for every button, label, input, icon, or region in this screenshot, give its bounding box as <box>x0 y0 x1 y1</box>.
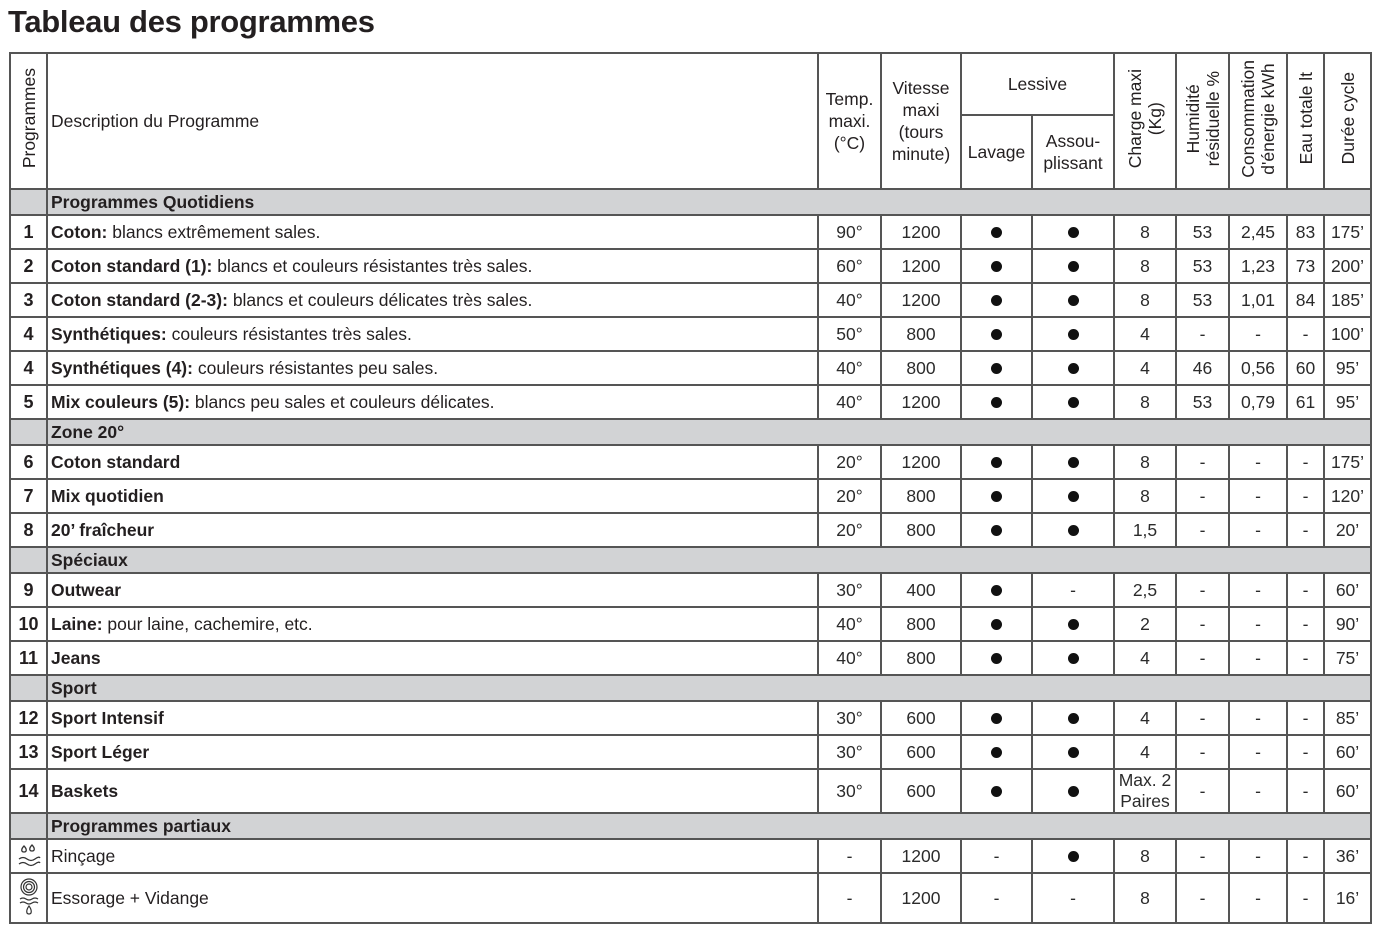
humidite-cell: - <box>1176 641 1229 675</box>
speed-cell: 400 <box>881 573 961 607</box>
dot-icon <box>1068 786 1079 797</box>
eau-cell: 61 <box>1287 385 1324 419</box>
duree-cell: 185’ <box>1324 283 1371 317</box>
charge-cell: 8 <box>1114 445 1176 479</box>
temp-cell: 30° <box>818 573 881 607</box>
program-description <box>47 839 818 873</box>
program-description <box>47 479 818 513</box>
energie-cell: 0,56 <box>1229 351 1287 385</box>
temp-cell: 90° <box>818 215 881 249</box>
dot-icon <box>1068 227 1079 238</box>
temp-cell: 40° <box>818 641 881 675</box>
table-row <box>10 249 1371 283</box>
program-name: Sport Intensif <box>51 707 164 728</box>
table-row <box>10 513 1371 547</box>
energie-cell: - <box>1229 607 1287 641</box>
program-description <box>47 283 818 317</box>
section-header-row <box>10 547 1371 573</box>
speed-cell: 1200 <box>881 283 961 317</box>
assouplissant-cell <box>1032 513 1114 547</box>
assouplissant-cell <box>1032 445 1114 479</box>
program-number: 11 <box>10 641 47 675</box>
dot-icon <box>1068 397 1079 408</box>
lavage-cell <box>961 215 1032 249</box>
eau-cell: - <box>1287 479 1324 513</box>
eau-cell: - <box>1287 701 1324 735</box>
charge-cell: 1,5 <box>1114 513 1176 547</box>
duree-cell: 95’ <box>1324 351 1371 385</box>
program-description <box>47 445 818 479</box>
dot-icon <box>1068 329 1079 340</box>
lavage-cell <box>961 351 1032 385</box>
temp-cell: 40° <box>818 283 881 317</box>
energie-cell: - <box>1229 445 1287 479</box>
table-row <box>10 769 1371 813</box>
dot-icon <box>1068 713 1079 724</box>
program-number: 7 <box>10 479 47 513</box>
lavage-cell <box>961 701 1032 735</box>
dot-icon <box>1068 261 1079 272</box>
dot-icon <box>1068 457 1079 468</box>
energie-cell: - <box>1229 769 1287 813</box>
energie-cell: - <box>1229 479 1287 513</box>
charge-cell: 8 <box>1114 479 1176 513</box>
dot-icon <box>991 261 1002 272</box>
section-header-row <box>10 189 1371 215</box>
assouplissant-cell <box>1032 351 1114 385</box>
dot-icon <box>1068 619 1079 630</box>
energie-cell: - <box>1229 873 1287 923</box>
table-row <box>10 735 1371 769</box>
program-number: 8 <box>10 513 47 547</box>
temp-cell: 40° <box>818 607 881 641</box>
humidite-cell: - <box>1176 735 1229 769</box>
table-row <box>10 701 1371 735</box>
charge-cell: 4 <box>1114 317 1176 351</box>
duree-cell: 200’ <box>1324 249 1371 283</box>
assouplissant-cell <box>1032 607 1114 641</box>
program-name: Sport Léger <box>51 741 150 762</box>
header-lavage: Lavage <box>961 115 1032 189</box>
dot-icon <box>991 397 1002 408</box>
program-detail: blancs peu sales et couleurs délicates. <box>190 391 495 412</box>
duree-cell: 20’ <box>1324 513 1371 547</box>
energie-cell: - <box>1229 839 1287 873</box>
program-description <box>47 317 818 351</box>
program-name: Coton standard <box>51 451 181 472</box>
assouplissant-cell <box>1032 385 1114 419</box>
header-duree: Durée cycle <box>1324 53 1371 189</box>
charge-cell: 8 <box>1114 283 1176 317</box>
dot-icon <box>991 585 1002 596</box>
charge-cell: 8 <box>1114 839 1176 873</box>
dot-icon <box>1068 653 1079 664</box>
programs-table <box>9 52 1372 924</box>
program-number: 12 <box>10 701 47 735</box>
program-description <box>47 735 818 769</box>
section-label: Spéciaux <box>47 547 1371 573</box>
program-number: 13 <box>10 735 47 769</box>
program-name: 20’ fraîcheur <box>51 519 155 540</box>
table-row <box>10 607 1371 641</box>
assouplissant-cell <box>1032 249 1114 283</box>
section-header-row <box>10 813 1371 839</box>
rinse-icon <box>10 839 47 873</box>
energie-cell: - <box>1229 573 1287 607</box>
dot-icon <box>1068 525 1079 536</box>
table-row <box>10 283 1371 317</box>
header-programmes: Programmes <box>10 53 47 189</box>
section-label: Programmes partiaux <box>47 813 1371 839</box>
humidite-cell: 53 <box>1176 249 1229 283</box>
dot-icon <box>991 713 1002 724</box>
table-row <box>10 573 1371 607</box>
program-detail: couleurs résistantes peu sales. <box>192 357 439 378</box>
program-detail: blancs extrêmement sales. <box>107 221 321 242</box>
header-lessive: Lessive <box>961 53 1114 115</box>
program-detail: pour laine, cachemire, etc. <box>102 613 313 634</box>
temp-cell: 60° <box>818 249 881 283</box>
energie-cell: - <box>1229 317 1287 351</box>
eau-cell: - <box>1287 873 1324 923</box>
program-name: Coton: <box>51 221 108 242</box>
duree-cell: 16’ <box>1324 873 1371 923</box>
program-number: 3 <box>10 283 47 317</box>
humidite-cell: 53 <box>1176 215 1229 249</box>
charge-cell: 4 <box>1114 735 1176 769</box>
dot-icon <box>991 786 1002 797</box>
charge-cell: 8 <box>1114 873 1176 923</box>
eau-cell: 60 <box>1287 351 1324 385</box>
dot-icon <box>991 619 1002 630</box>
program-number: 5 <box>10 385 47 419</box>
duree-cell: 60’ <box>1324 735 1371 769</box>
dot-icon <box>1068 295 1079 306</box>
section-label: Programmes Quotidiens <box>47 189 1371 215</box>
speed-cell: 1200 <box>881 839 961 873</box>
program-number: 9 <box>10 573 47 607</box>
temp-cell: - <box>818 873 881 923</box>
humidite-cell: - <box>1176 701 1229 735</box>
speed-cell: 800 <box>881 641 961 675</box>
temp-cell: 30° <box>818 701 881 735</box>
header-consommation: Consommation d'énergie kWh <box>1229 53 1287 189</box>
program-name: Synthétiques (4): <box>51 357 193 378</box>
lavage-cell <box>961 769 1032 813</box>
lavage-cell <box>961 249 1032 283</box>
assouplissant-cell <box>1032 215 1114 249</box>
assouplissant-cell: - <box>1032 573 1114 607</box>
eau-cell: - <box>1287 641 1324 675</box>
charge-cell: 8 <box>1114 215 1176 249</box>
dot-icon <box>991 747 1002 758</box>
lavage-cell <box>961 385 1032 419</box>
dot-icon <box>991 653 1002 664</box>
header-charge: Charge maxi (Kg) <box>1114 53 1176 189</box>
lavage-cell <box>961 513 1032 547</box>
duree-cell: 100’ <box>1324 317 1371 351</box>
charge-cell: 2,5 <box>1114 573 1176 607</box>
humidite-cell: - <box>1176 769 1229 813</box>
spin-drain-icon <box>10 873 47 923</box>
table-row <box>10 839 1371 873</box>
program-detail: blancs et couleurs résistantes très sales. <box>212 255 533 276</box>
program-number: 4 <box>10 317 47 351</box>
eau-cell: - <box>1287 607 1324 641</box>
table-row <box>10 641 1371 675</box>
program-number: 6 <box>10 445 47 479</box>
assouplissant-cell <box>1032 641 1114 675</box>
humidite-cell: - <box>1176 445 1229 479</box>
table-row <box>10 215 1371 249</box>
dot-icon <box>991 363 1002 374</box>
duree-cell: 175’ <box>1324 215 1371 249</box>
temp-cell: 30° <box>818 769 881 813</box>
temp-cell: 20° <box>818 445 881 479</box>
section-header-row <box>10 419 1371 445</box>
program-detail: couleurs résistantes très sales. <box>166 323 412 344</box>
program-description <box>47 769 818 813</box>
speed-cell: 800 <box>881 317 961 351</box>
eau-cell: 84 <box>1287 283 1324 317</box>
header-eau: Eau totale lt <box>1287 53 1324 189</box>
table-row <box>10 317 1371 351</box>
speed-cell: 800 <box>881 513 961 547</box>
dot-icon <box>991 295 1002 306</box>
program-name: Mix quotidien <box>51 485 164 506</box>
humidite-cell: - <box>1176 607 1229 641</box>
duree-cell: 95’ <box>1324 385 1371 419</box>
assouplissant-cell <box>1032 701 1114 735</box>
program-detail: Rinçage <box>51 845 116 866</box>
program-description <box>47 249 818 283</box>
charge-cell: Max. 2 Paires <box>1114 769 1176 813</box>
program-name: Mix couleurs (5): <box>51 391 191 412</box>
table-row <box>10 873 1371 923</box>
lavage-cell <box>961 641 1032 675</box>
header-humidite: Humidité résiduelle % <box>1176 53 1229 189</box>
eau-cell: 83 <box>1287 215 1324 249</box>
program-name: Jeans <box>51 647 101 668</box>
program-name: Outwear <box>51 579 122 600</box>
header-temp: Temp. maxi. (°C) <box>818 53 881 189</box>
lavage-cell <box>961 735 1032 769</box>
header-vitesse: Vitesse maxi (tours minute) <box>881 53 961 189</box>
assouplissant-cell <box>1032 735 1114 769</box>
header-description: Description du Programme <box>47 53 818 189</box>
eau-cell: - <box>1287 445 1324 479</box>
speed-cell: 1200 <box>881 445 961 479</box>
lavage-cell <box>961 317 1032 351</box>
program-detail: Essorage + Vidange <box>51 887 209 908</box>
program-name: Coton standard (1): <box>51 255 213 276</box>
duree-cell: 120’ <box>1324 479 1371 513</box>
page-title: Tableau des programmes <box>8 4 375 39</box>
duree-cell: 60’ <box>1324 573 1371 607</box>
dot-icon <box>1068 491 1079 502</box>
humidite-cell: 46 <box>1176 351 1229 385</box>
eau-cell: - <box>1287 735 1324 769</box>
program-description <box>47 351 818 385</box>
speed-cell: 1200 <box>881 385 961 419</box>
temp-cell: 30° <box>818 735 881 769</box>
humidite-cell: 53 <box>1176 283 1229 317</box>
humidite-cell: 53 <box>1176 385 1229 419</box>
temp-cell: 40° <box>818 385 881 419</box>
dot-icon <box>1068 851 1079 862</box>
dot-icon <box>1068 363 1079 374</box>
program-number: 4 <box>10 351 47 385</box>
energie-cell: 1,01 <box>1229 283 1287 317</box>
dot-icon <box>991 457 1002 468</box>
program-number: 2 <box>10 249 47 283</box>
speed-cell: 600 <box>881 769 961 813</box>
temp-cell: 50° <box>818 317 881 351</box>
speed-cell: 1200 <box>881 215 961 249</box>
table-row <box>10 351 1371 385</box>
eau-cell: 73 <box>1287 249 1324 283</box>
section-header-row <box>10 675 1371 701</box>
duree-cell: 175’ <box>1324 445 1371 479</box>
temp-cell: - <box>818 839 881 873</box>
eau-cell: - <box>1287 769 1324 813</box>
charge-cell: 4 <box>1114 351 1176 385</box>
assouplissant-cell <box>1032 283 1114 317</box>
temp-cell: 20° <box>818 513 881 547</box>
speed-cell: 1200 <box>881 873 961 923</box>
humidite-cell: - <box>1176 317 1229 351</box>
humidite-cell: - <box>1176 839 1229 873</box>
program-number: 1 <box>10 215 47 249</box>
dot-icon <box>991 491 1002 502</box>
charge-cell: 4 <box>1114 641 1176 675</box>
assouplissant-cell <box>1032 839 1114 873</box>
header-assouplissant: Assou- plissant <box>1032 115 1114 189</box>
temp-cell: 40° <box>818 351 881 385</box>
energie-cell: - <box>1229 735 1287 769</box>
program-description <box>47 607 818 641</box>
program-number: 14 <box>10 769 47 813</box>
assouplissant-cell <box>1032 317 1114 351</box>
program-number: 10 <box>10 607 47 641</box>
lavage-cell <box>961 573 1032 607</box>
charge-cell: 8 <box>1114 385 1176 419</box>
humidite-cell: - <box>1176 479 1229 513</box>
duree-cell: 85’ <box>1324 701 1371 735</box>
assouplissant-cell <box>1032 769 1114 813</box>
lavage-cell: - <box>961 873 1032 923</box>
programs-body <box>10 189 1371 923</box>
duree-cell: 36’ <box>1324 839 1371 873</box>
duree-cell: 60’ <box>1324 769 1371 813</box>
eau-cell: - <box>1287 573 1324 607</box>
speed-cell: 1200 <box>881 249 961 283</box>
energie-cell: - <box>1229 513 1287 547</box>
program-description <box>47 873 818 923</box>
lavage-cell <box>961 479 1032 513</box>
program-description <box>47 641 818 675</box>
assouplissant-cell: - <box>1032 873 1114 923</box>
assouplissant-cell <box>1032 479 1114 513</box>
program-name: Synthétiques: <box>51 323 167 344</box>
speed-cell: 600 <box>881 701 961 735</box>
section-label: Zone 20° <box>47 419 1371 445</box>
program-description <box>47 513 818 547</box>
speed-cell: 800 <box>881 351 961 385</box>
energie-cell: - <box>1229 641 1287 675</box>
charge-cell: 2 <box>1114 607 1176 641</box>
charge-cell: 8 <box>1114 249 1176 283</box>
program-name: Coton standard (2-3): <box>51 289 228 310</box>
speed-cell: 800 <box>881 479 961 513</box>
program-description <box>47 385 818 419</box>
humidite-cell: - <box>1176 873 1229 923</box>
dot-icon <box>991 227 1002 238</box>
duree-cell: 90’ <box>1324 607 1371 641</box>
humidite-cell: - <box>1176 513 1229 547</box>
dot-icon <box>991 329 1002 340</box>
speed-cell: 800 <box>881 607 961 641</box>
charge-cell: 4 <box>1114 701 1176 735</box>
temp-cell: 20° <box>818 479 881 513</box>
program-name: Baskets <box>51 780 119 801</box>
eau-cell: - <box>1287 317 1324 351</box>
table-row <box>10 445 1371 479</box>
lavage-cell <box>961 283 1032 317</box>
eau-cell: - <box>1287 839 1324 873</box>
energie-cell: - <box>1229 701 1287 735</box>
section-label: Sport <box>47 675 1371 701</box>
lavage-cell <box>961 607 1032 641</box>
energie-cell: 2,45 <box>1229 215 1287 249</box>
lavage-cell: - <box>961 839 1032 873</box>
dot-icon <box>1068 747 1079 758</box>
lavage-cell <box>961 445 1032 479</box>
energie-cell: 1,23 <box>1229 249 1287 283</box>
program-detail: blancs et couleurs délicates très sales. <box>227 289 533 310</box>
table-row <box>10 385 1371 419</box>
program-description <box>47 573 818 607</box>
program-description <box>47 215 818 249</box>
speed-cell: 600 <box>881 735 961 769</box>
eau-cell: - <box>1287 513 1324 547</box>
humidite-cell: - <box>1176 573 1229 607</box>
energie-cell: 0,79 <box>1229 385 1287 419</box>
dot-icon <box>991 525 1002 536</box>
program-name: Laine: <box>51 613 103 634</box>
program-description <box>47 701 818 735</box>
duree-cell: 75’ <box>1324 641 1371 675</box>
table-row <box>10 479 1371 513</box>
